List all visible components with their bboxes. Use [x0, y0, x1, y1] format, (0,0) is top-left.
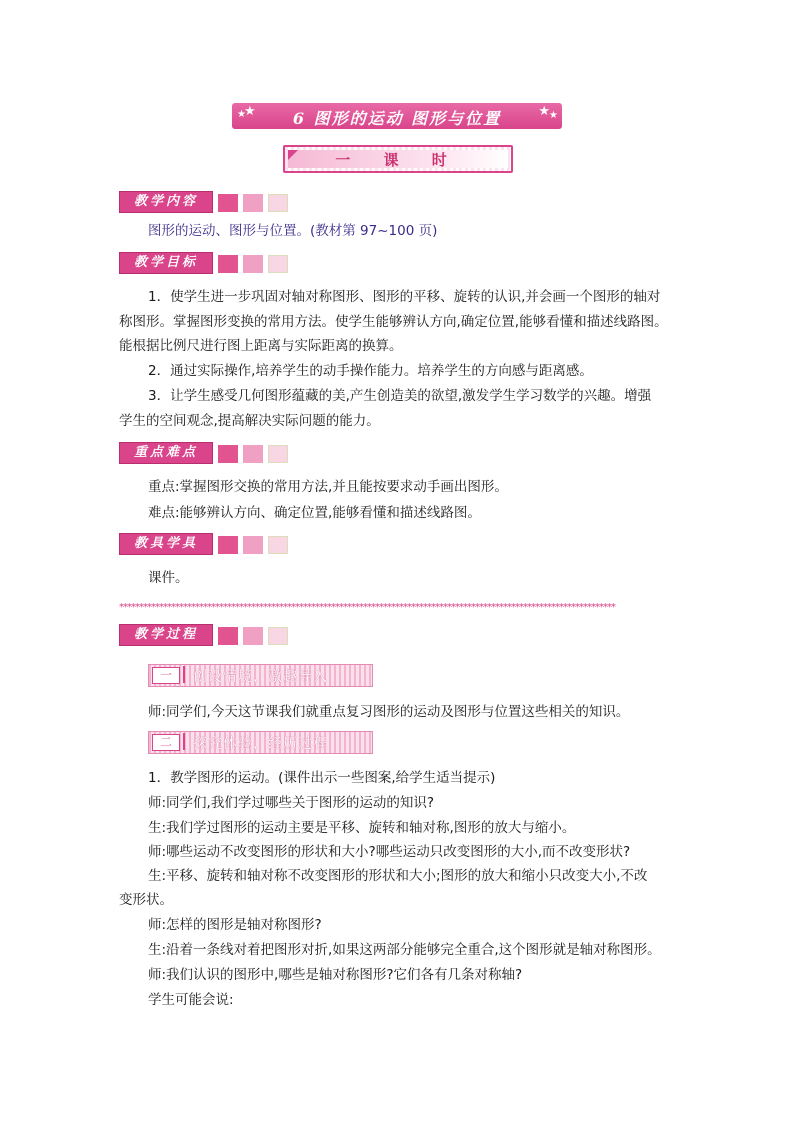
section-label: 教学目标: [119, 252, 213, 274]
key-point-line: 重点:掌握图形交换的常用方法,并且能按要求动手画出图形。: [148, 479, 508, 495]
section-label: 教学内容: [119, 191, 213, 213]
star-icon: ★: [237, 109, 246, 120]
step-banner-1: [148, 664, 373, 687]
objective-line: 能根据比例尺进行图上距离与实际距离的换算。: [119, 338, 403, 354]
dialogue-line: 1．教学图形的运动。(课件出示一些图案,给学生适当提示): [148, 770, 496, 786]
step-banner-2: [148, 731, 373, 754]
dialogue-line: 学生可能会说:: [148, 992, 234, 1008]
dialogue-line: 师:怎样的图形是轴对称图形?: [148, 917, 322, 933]
dialogue-line: 师:同学们,今天这节课我们就重点复习图形的运动及图形与位置这些相关的知识。: [148, 704, 630, 720]
step-number: 一: [152, 667, 180, 684]
lesson-label-box: [283, 145, 513, 173]
dialogue-line: 生:沿着一条线对着把图形对折,如果这两部分能够完全重合,这个图形就是轴对称图形。: [148, 942, 661, 958]
step-title: 探究体验，经历过程: [193, 736, 328, 752]
star-divider: ****************************************************************************************************************************: [119, 602, 615, 613]
difficulty-line: 难点:能够辨认方向、确定位置,能够看懂和描述线路图。: [148, 505, 481, 521]
dialogue-line: 师:哪些运动不改变图形的形状和大小?哪些运动只改变图形的大小,而不改变形状?: [148, 844, 631, 860]
objective-line: 1．使学生进一步巩固对轴对称图形、图形的平移、旋转的认识,并会画一个图形的轴对: [148, 289, 661, 305]
objective-line: 称图形。掌握图形变换的常用方法。使学生能够辨认方向,确定位置,能够看懂和描述线路图。: [119, 314, 668, 330]
star-icon: ★: [549, 110, 558, 121]
section-label: 教具学具: [119, 533, 213, 555]
step-title: 创设情境，激趣导入: [193, 669, 328, 685]
objective-line: 3．让学生感受几何图形蕴藏的美,产生创造美的欲望,激发学生学习数学的兴趣。增强: [148, 388, 652, 404]
chapter-title-banner: [232, 103, 562, 129]
chapter-title: 6 图形的运动 图形与位置: [292, 109, 502, 128]
objective-line: 学生的空间观念,提高解决实际问题的能力。: [119, 413, 380, 429]
lesson-label: 一 课 时: [335, 151, 461, 169]
dialogue-line: 生:我们学过图形的运动主要是平移、旋转和轴对称,图形的放大与缩小。: [148, 820, 576, 836]
objective-line: 2．通过实际操作,培养学生的动手操作能力。培养学生的方向感与距离感。: [148, 363, 593, 379]
tools-text: 课件。: [148, 570, 189, 586]
dialogue-line: 师:我们认识的图形中,哪些是轴对称图形?它们各有几条对称轴?: [148, 967, 523, 983]
dialogue-line: 变形状。: [119, 892, 173, 908]
section-label: 重点难点: [119, 442, 213, 464]
content-text: 图形的运动、图形与位置。(教材第 97~100 页): [148, 223, 438, 239]
star-icon: ★: [538, 104, 550, 119]
dialogue-line: 生:平移、旋转和轴对称不改变图形的形状和大小;图形的放大和缩小只改变大小,不改: [148, 868, 648, 884]
section-label: 教学过程: [119, 624, 213, 646]
step-number: 二: [152, 734, 180, 751]
star-icon: ★: [244, 104, 256, 119]
dialogue-line: 师:同学们,我们学过哪些关于图形的运动的知识?: [148, 795, 435, 811]
